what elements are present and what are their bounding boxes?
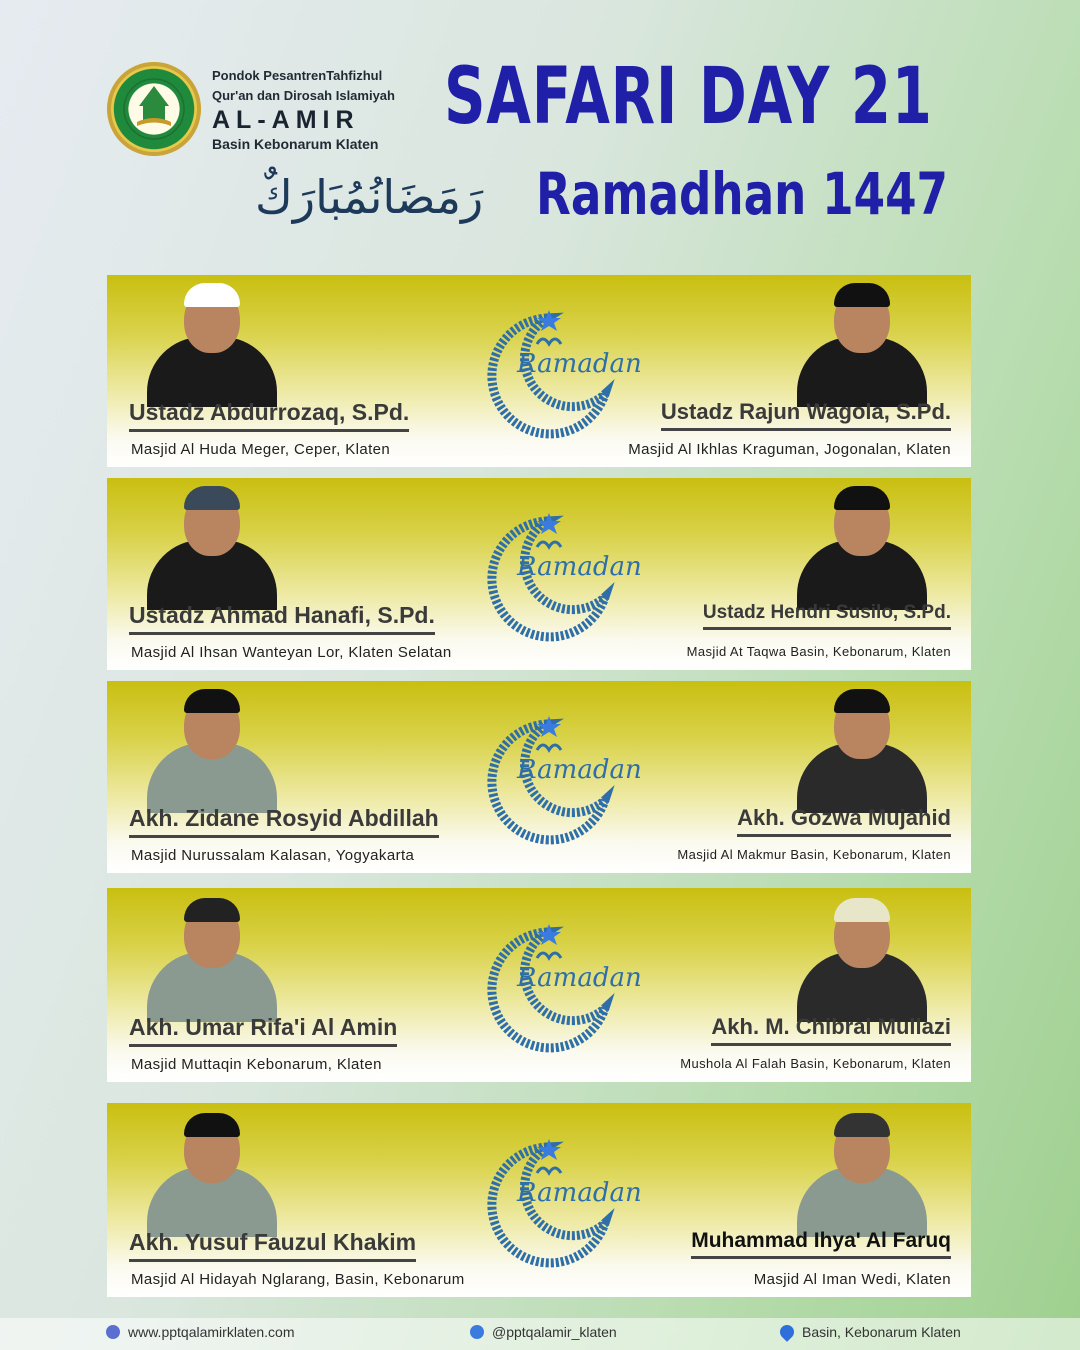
footer-address — [780, 1324, 961, 1340]
speaker-panel — [107, 888, 971, 1082]
institution-location: Basin Kebonarum Klaten — [212, 136, 379, 152]
header — [0, 0, 1080, 260]
left-speaker-name: Ustadz Abdurrozaq, S.Pd. — [129, 399, 409, 432]
ramadan-art-text: Ramadan — [517, 1178, 642, 1208]
speaker-panel — [107, 681, 971, 873]
left-speaker-venue: Masjid Al Hidayah Nglarang, Basin, Kebonarum — [131, 1271, 465, 1288]
left-speaker-photo — [147, 478, 277, 610]
speaker-panel — [107, 275, 971, 467]
right-speaker-photo — [797, 478, 927, 610]
speaker-panel — [107, 478, 971, 670]
left-speaker-photo — [147, 275, 277, 407]
left-speaker-name: Akh. Zidane Rosyid Abdillah — [129, 805, 439, 838]
right-speaker-photo — [797, 275, 927, 407]
left-speaker-venue: Masjid Nurussalam Kalasan, Yogyakarta — [131, 847, 415, 864]
right-speaker-photo — [797, 888, 927, 1022]
right-speaker-name: Akh. Gozwa Mujahid — [737, 805, 951, 837]
institution-name: AL-AMIR — [212, 106, 360, 134]
institution-logo — [107, 62, 201, 156]
left-speaker-name: Akh. Umar Rifa'i Al Amin — [129, 1014, 397, 1047]
messenger-icon — [470, 1325, 484, 1339]
footer — [0, 1318, 1080, 1350]
left-speaker-photo — [147, 888, 277, 1022]
right-speaker-venue: Mushola Al Falah Basin, Kebonarum, Klaten — [680, 1056, 951, 1071]
institution-line2: Qur'an dan Dirosah Islamiyah — [212, 88, 395, 103]
ramadan-art-text: Ramadan — [517, 552, 642, 582]
ramadan-art-text: Ramadan — [517, 349, 642, 379]
right-speaker-name: Ustadz Hendri Susilo, S.Pd. — [703, 602, 951, 630]
right-speaker-name: Muhammad Ihya' Al Faruq — [691, 1229, 951, 1259]
page-title: SAFARI DAY 21 — [444, 52, 933, 142]
left-speaker-venue: Masjid Al Ihsan Wanteyan Lor, Klaten Selatan — [131, 644, 452, 661]
right-speaker-venue: Masjid Al Ikhlas Kraguman, Jogonalan, Klaten — [628, 441, 951, 458]
location-pin-icon — [777, 1322, 797, 1342]
speaker-panel — [107, 1103, 971, 1297]
right-speaker-venue: Masjid Al Makmur Basin, Kebonarum, Klaten — [677, 847, 951, 862]
website-text: www.pptqalamirklaten.com — [128, 1324, 295, 1340]
right-speaker-photo — [797, 681, 927, 813]
right-speaker-venue: Masjid Al Iman Wedi, Klaten — [753, 1271, 951, 1288]
right-speaker-name: Akh. M. Chibral Mullazi — [711, 1014, 951, 1046]
institution-info — [212, 66, 395, 154]
footer-website[interactable] — [106, 1324, 295, 1340]
address-text: Basin, Kebonarum Klaten — [802, 1324, 961, 1340]
left-speaker-venue: Masjid Muttaqin Kebonarum, Klaten — [131, 1056, 382, 1073]
left-speaker-name: Akh. Yusuf Fauzul Khakim — [129, 1229, 416, 1262]
social-text: @pptqalamir_klaten — [492, 1324, 617, 1340]
arabic-greeting: رَمَضَانُمُبَارَكٌ — [255, 170, 484, 224]
left-speaker-photo — [147, 1103, 277, 1237]
left-speaker-name: Ustadz Ahmad Hanafi, S.Pd. — [129, 602, 435, 635]
left-speaker-venue: Masjid Al Huda Meger, Ceper, Klaten — [131, 441, 391, 458]
page-subtitle: Ramadhan 1447 — [536, 160, 949, 228]
ramadan-art-text: Ramadan — [517, 755, 642, 785]
institution-line1: Pondok PesantrenTahfizhul — [212, 68, 383, 83]
logo-emblem-icon — [107, 62, 201, 156]
footer-social[interactable] — [470, 1324, 617, 1340]
left-speaker-photo — [147, 681, 277, 813]
right-speaker-name: Ustadz Rajun Wagola, S.Pd. — [661, 399, 951, 431]
globe-icon — [106, 1325, 120, 1339]
right-speaker-venue: Masjid At Taqwa Basin, Kebonarum, Klaten — [686, 644, 951, 659]
ramadan-art-text: Ramadan — [517, 963, 642, 993]
right-speaker-photo — [797, 1103, 927, 1237]
